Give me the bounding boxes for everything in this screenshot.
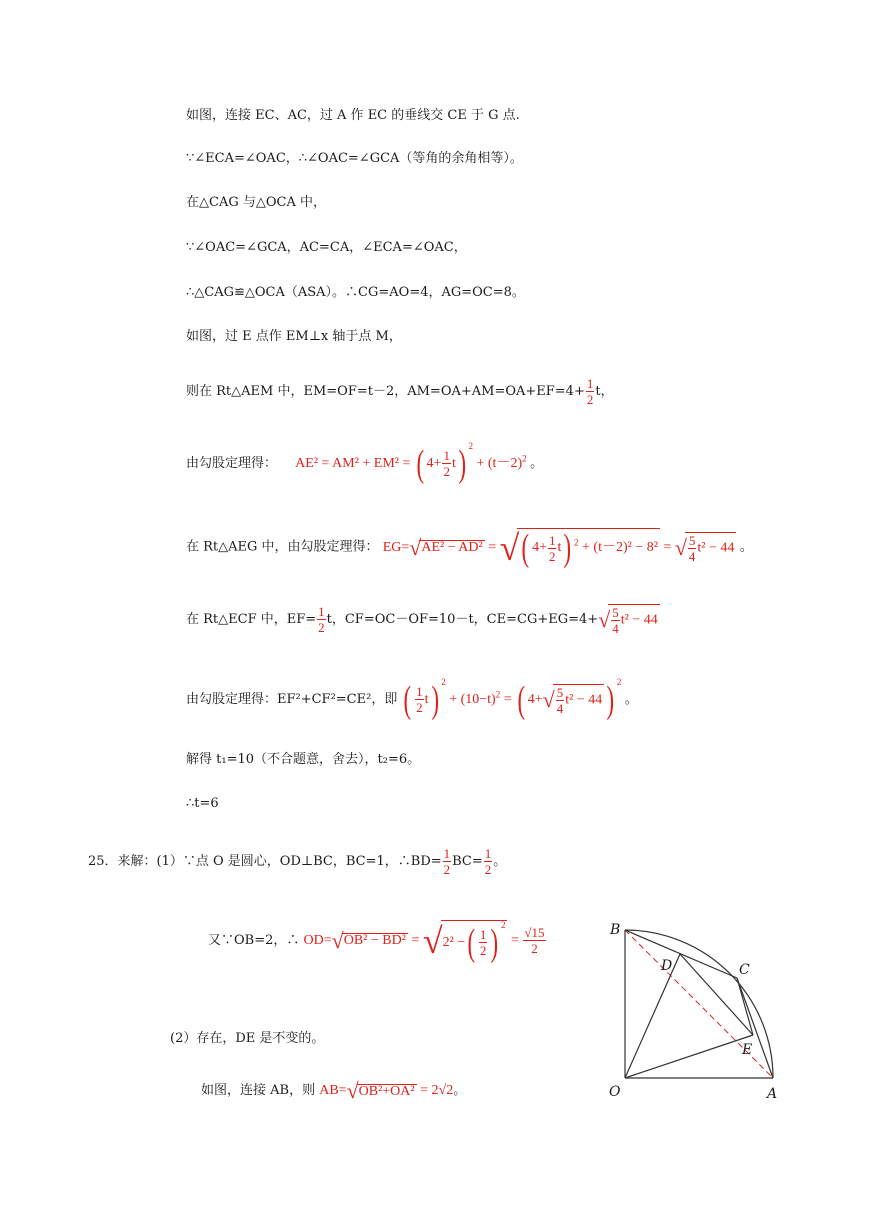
line-7-tail: t， — [595, 384, 614, 399]
fraction-half: $\frac{1}{2}$ — [586, 376, 594, 407]
q25-mid: BC= — [452, 854, 483, 869]
formula-ce: √ $\frac{5}{4}$ t² − 44 — [598, 605, 658, 636]
text-line-3: 在△CAG 与△OCA 中， — [186, 195, 326, 210]
formula-pythag: ( $\frac{1}{2}$ t) $^2 + (10-t)^2$ = ( 4+√ $\frac{5}{4}$ t² − 44 ) $^2$ — [404, 677, 622, 721]
label-d: D — [661, 958, 673, 974]
formula-od: OD=√OB² − BD² = √2² −( $\frac{1}{2}$ ) $^2$ = $\frac{√15}{2}$ — [303, 920, 545, 964]
text-line-9: 在 Rt△AEG 中，由勾股定理得： EG=√AE² − AD² = √( 4+ $\frac{1}{2}$ t) $^2$ + (t－2)² − 8² = √ $\frac{5}{4}$ t² − 44 。 — [186, 527, 753, 569]
label-a: A — [767, 1086, 778, 1102]
text-line-12: 解得 t₁=10（不合题意，舍去），t₂=6。 — [186, 752, 421, 767]
label-o: O — [609, 1084, 621, 1100]
line-16-text: 如图，连接 AB，则 — [201, 1083, 316, 1099]
line-9-text: 在 Rt△AEG 中，由勾股定理得： — [186, 539, 379, 555]
text-line-10: 在 Rt△ECF 中，EF= $\frac{1}{2}$ t，CF=OC－OF=10－t，CE=CG+EG=4+√ $\frac{5}{4}$ t² − 44 — [186, 604, 658, 636]
text-line-4: ∵∠OAC=∠GCA，AC=CA，∠ECA=∠OAC， — [186, 240, 467, 255]
geometry-figure — [605, 918, 790, 1103]
formula-ab: AB=√OB²+OA² = 2√2 — [319, 1078, 454, 1103]
line-10-text: 在 Rt△ECF 中，EF= — [186, 612, 317, 628]
line-11-text: 由勾股定理得：EF²+CF²=CE²，即 — [186, 692, 398, 707]
segment-oe — [625, 1035, 753, 1078]
line-10-mid: t，CF=OC－OF=10－t，CE=CG+EG=4+ — [326, 612, 599, 628]
line-8-text: 由勾股定理得： — [186, 456, 278, 471]
text-line-5: ∴△CAG≌△OCA（ASA）。∴CG=AO=4，AG=OC=8。 — [186, 285, 525, 300]
line-7-text: 则在 Rt△AEM 中，EM=OF=t－2，AM=OA+AM=OA+EF=4+ — [186, 384, 585, 399]
text-line-16: 如图，连接 AB，则 AB=√OB²+OA² = 2√2。 — [201, 1078, 467, 1103]
label-c: C — [739, 962, 750, 978]
segment-ca — [737, 978, 773, 1078]
formula-ae: AE² = AM² + EM² = ( 4+ $\frac{1}{2}$ t) $^2 + (t-2)^2$ — [295, 441, 527, 485]
text-line-11: 由勾股定理得：EF²+CF²=CE²，即 ( $\frac{1}{2}$ t) $^2 + (10-t)^2$ = ( 4+√ $\frac{5}{4}$ t² − 44 ) $^2$ 。 — [186, 677, 638, 721]
question-25: 25．来解：(1）∵点 O 是圆心，OD⊥BC，BC=1，∴BD= $\frac{1}{2}$ BC= $\frac{1}{2}$ 。 — [88, 846, 507, 877]
q25-text: 25．来解：(1）∵点 O 是圆心，OD⊥BC，BC=1，∴BD= — [88, 854, 442, 869]
formula-eg: EG=√AE² − AD² = √( 4+ $\frac{1}{2}$ t) $^2$ + (t－2)² − 8² = √ $\frac{5}{4}$ t² − 44 — [382, 527, 735, 569]
label-e: E — [742, 1042, 753, 1058]
text-line-2: ∵∠ECA=∠OAC，∴∠OAC=∠GCA（等角的余角相等）。 — [186, 151, 523, 166]
line-14-text: 又∵OB=2，∴ — [208, 933, 300, 949]
segment-bc — [625, 930, 737, 978]
text-line-8: 由勾股定理得： AE² = AM² + EM² = ( 4+ $\frac{1}{2}$ t) $^2 + (t-2)^2$ 。 — [186, 441, 544, 485]
text-line-6: 如图，过 E 点作 EM⊥x 轴于点 M， — [186, 329, 402, 344]
label-b: B — [610, 922, 621, 938]
text-line-1: 如图，连接 EC、AC，过 A 作 EC 的垂线交 CE 于 G 点. — [186, 108, 520, 123]
text-line-14 — [208, 920, 547, 962]
text-line-7 — [186, 376, 614, 407]
text-line-13: ∴t=6 — [186, 796, 219, 811]
text-line-15: (2）存在，DE 是不变的。 — [170, 1031, 325, 1046]
